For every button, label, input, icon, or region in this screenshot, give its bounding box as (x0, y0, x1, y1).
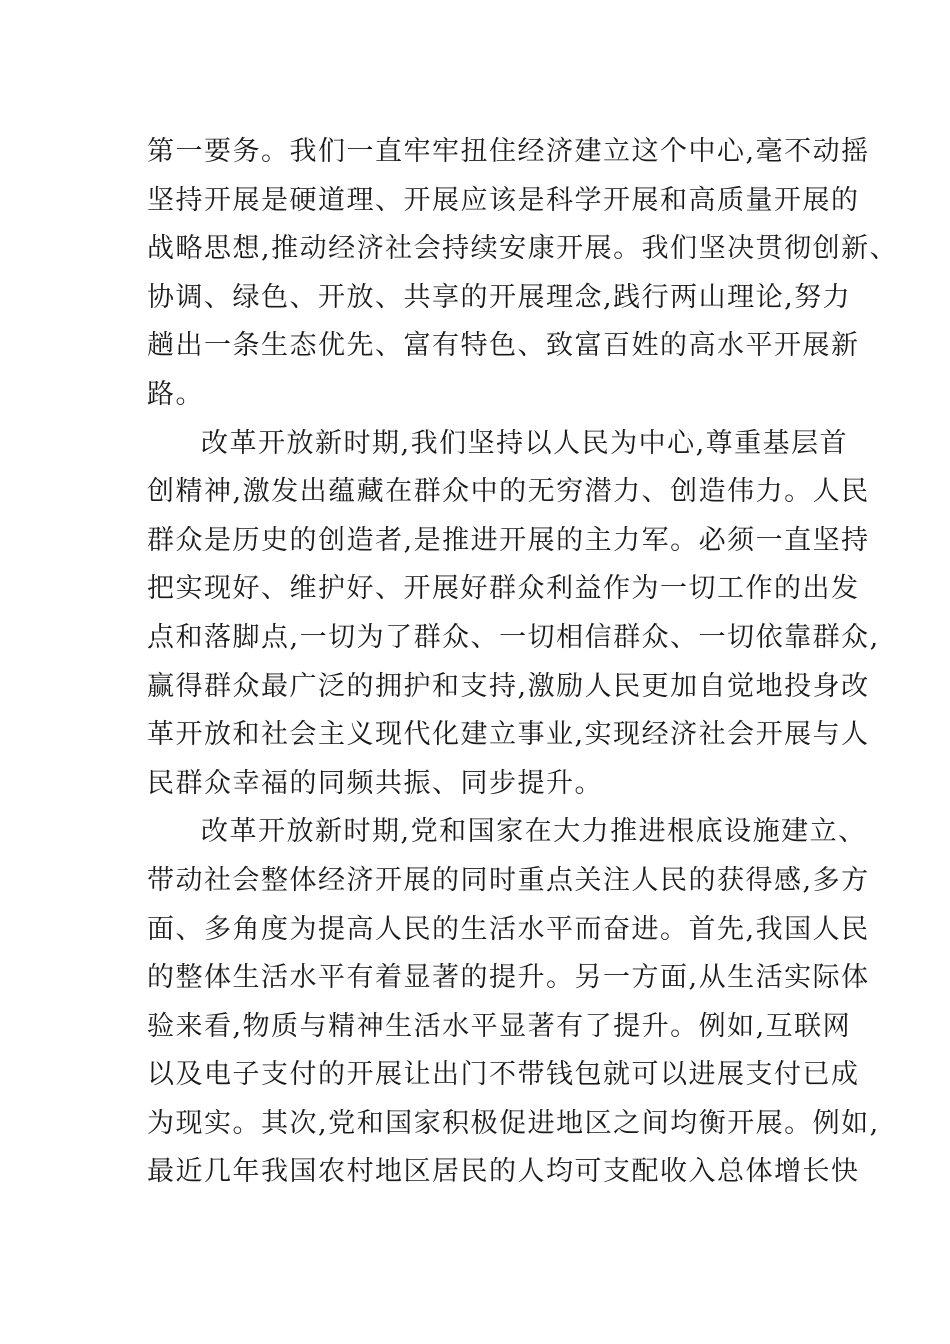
text-line: 民群众幸福的同频共振、同步提升。 (147, 767, 603, 799)
text-line: 群众是历史的创造者,是推进开展的主力军。必须一直坚持 (147, 524, 870, 556)
paragraph (147, 420, 880, 809)
text-line: 以及电子支付的开展让出门不带钱包就可以进展支付已成 (147, 1059, 860, 1091)
text-line: 的整体生活水平有着显著的提升。另一方面,从生活实际体 (147, 962, 870, 994)
text-line: 创精神,激发出蕴藏在群众中的无穷潜力、创造伟力。人民 (147, 476, 870, 508)
text-line: 验来看,物质与精神生活水平显著有了提升。例如,互联网 (147, 1010, 852, 1042)
text-line: 带动社会整体经济开展的同时重点关注人民的获得感,多方 (147, 864, 870, 896)
text-line: 点和落脚点,一切为了群众、一切相信群众、一切依靠群众, (147, 621, 880, 653)
document-body (147, 128, 899, 1197)
text-line: 坚持开展是硬道理、开展应该是科学开展和高质量开展的 (147, 184, 860, 216)
text-line: 面、多角度为提高人民的生活水平而奋进。首先,我国人民 (147, 913, 870, 945)
paragraph (147, 128, 899, 420)
text-line: 最近几年我国农村地区居民的人均可支配收入总体增长快 (147, 1156, 860, 1188)
text-line: 为现实。其次,党和国家积极促进地区之间均衡开展。例如, (147, 1107, 880, 1139)
text-line: 赢得群众最广泛的拥护和支持,激励人民更加自觉地投身改 (147, 670, 870, 702)
text-line: 第一要务。我们一直牢牢扭住经济建立这个中心,毫不动摇 (147, 136, 870, 167)
text-line: 趟出一条生态优先、富有特色、致富百姓的高水平开展新 (147, 330, 860, 362)
paragraph (147, 808, 880, 1197)
text-line: 改革开放新时期,我们坚持以人民为中心,尊重基层首 (201, 427, 849, 459)
text-line: 战略思想,推动经济社会持续安康开展。我们坚决贯彻创新、 (147, 233, 899, 265)
text-line: 路。 (147, 378, 204, 410)
text-line: 革开放和社会主义现代化建立事业,实现经济社会开展与人 (147, 719, 870, 751)
text-line: 改革开放新时期,党和国家在大力推进根底设施建立、 (201, 816, 867, 848)
text-line: 把实现好、维护好、开展好群众利益作为一切工作的出发 (147, 573, 860, 605)
text-line: 协调、绿色、开放、共享的开展理念,践行两山理论,努力 (147, 281, 852, 313)
